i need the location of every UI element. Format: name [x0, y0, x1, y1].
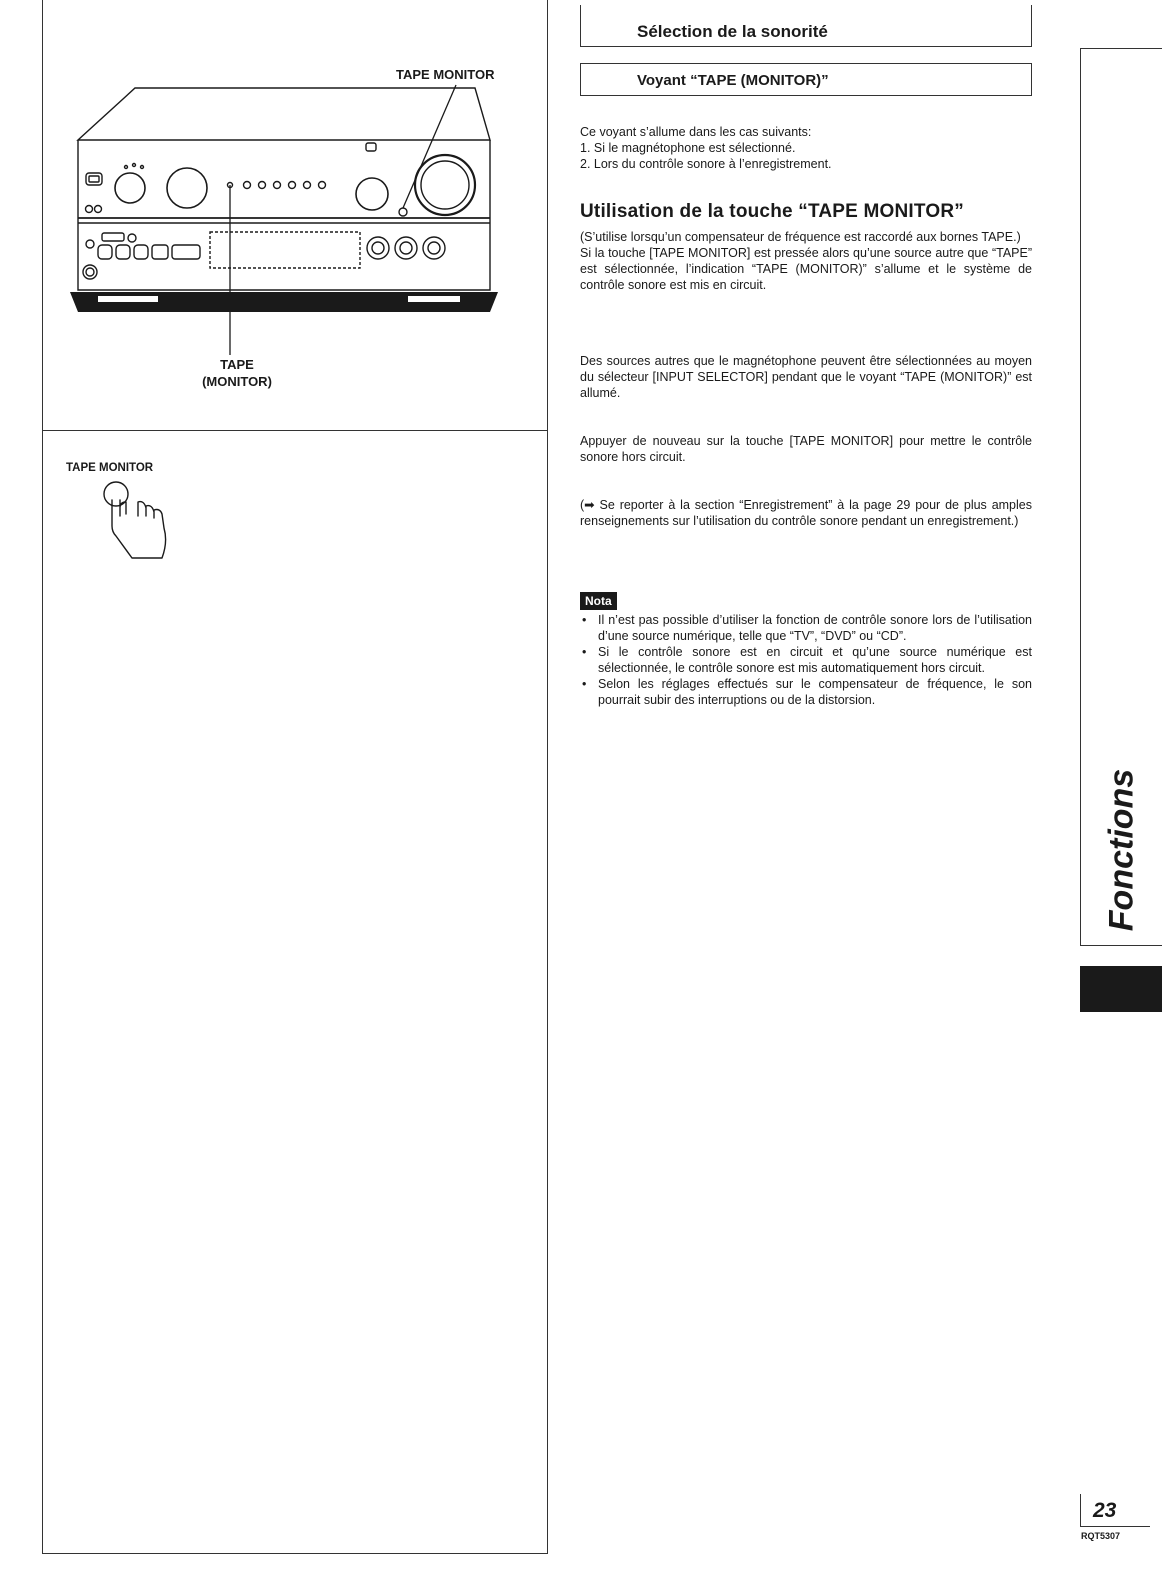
- note-item: • Si le contrôle sonore est en circuit et qu’une source numérique est sélectionnée, le contrôle sonore est mis automatiquement hors circuit.: [582, 645, 1032, 675]
- hand-press-icon: [98, 478, 188, 568]
- label-tape-monitor-button: TAPE MONITOR: [66, 462, 154, 474]
- intro-block: [580, 124, 1032, 172]
- intro-item-1: 1. Si le magnétophone est sélectionné.: [580, 141, 796, 155]
- note-item: • Il n’est pas possible d’utiliser la fonction de contrôle sonore lors de l’utilisation d’une source numérique, telle que “TV”, “DVD” ou “CD”.: [582, 613, 1032, 643]
- notes-list: [580, 612, 1032, 708]
- intro-line: Ce voyant s’allume dans les cas suivants:: [580, 125, 812, 139]
- press-again-paragraph: Appuyer de nouveau sur la touche [TAPE MONITOR] pour mettre le contrôle sonore hors circuit.: [580, 434, 1032, 464]
- side-tab-label: Fonctions: [1102, 768, 1141, 932]
- usage-block: [580, 229, 1032, 293]
- label-tape: TAPE: [220, 357, 254, 372]
- side-tab-marker: [1080, 966, 1162, 1012]
- section-title: Sélection de la sonorité: [580, 5, 1032, 47]
- usage-paragraph-1: (S’utilise lorsqu’un compensateur de fréquence est raccordé aux bornes TAPE.): [580, 230, 1021, 244]
- label-tape-monitor-top: TAPE MONITOR: [396, 67, 495, 82]
- intro-item-2: 2. Lors du contrôle sonore à l’enregistrement.: [580, 157, 832, 171]
- page-number-underline: [1080, 1526, 1150, 1527]
- bullet-icon: •: [582, 677, 587, 691]
- nota-badge: Nota: [580, 592, 617, 610]
- bullet-icon: •: [582, 645, 587, 659]
- reference-paragraph: (➡ Se reporter à la section “Enregistrement” à la page 29 pour de plus amples renseignements sur l’utilisation du contrôle sonore pendant un enregistrement.): [580, 498, 1032, 528]
- usage-paragraph-2: Si la touche [TAPE MONITOR] est pressée alors qu’une source autre que “TAPE” est sélectionnée, l’indication “TAPE (MONITOR)” s’allume et le système de contrôle sonore est mis en circuit.: [580, 246, 1032, 292]
- receiver-illustration: [60, 60, 540, 360]
- label-tape-monitor-indicator: [192, 356, 282, 390]
- page-number: 23: [1093, 1499, 1117, 1522]
- note-item: • Selon les réglages effectués sur le compensateur de fréquence, le son pourrait subir des interruptions ou de la distorsion.: [582, 677, 1032, 707]
- label-monitor: (MONITOR): [202, 374, 272, 389]
- sources-paragraph: Des sources autres que le magnétophone peuvent être sélectionnées au moyen du sélecteur [INPUT SELECTOR] pendant que le voyant “TAPE (MONITOR)” est allumé.: [580, 354, 1032, 400]
- page-number-bracket: [1080, 1494, 1081, 1526]
- document-code: RQT5307: [1081, 1531, 1121, 1541]
- usage-heading: Utilisation de la touche “TAPE MONITOR”: [580, 201, 964, 222]
- bullet-icon: •: [582, 613, 587, 627]
- subsection-title: Voyant “TAPE (MONITOR)”: [580, 63, 1032, 96]
- left-panel-divider: [42, 430, 548, 431]
